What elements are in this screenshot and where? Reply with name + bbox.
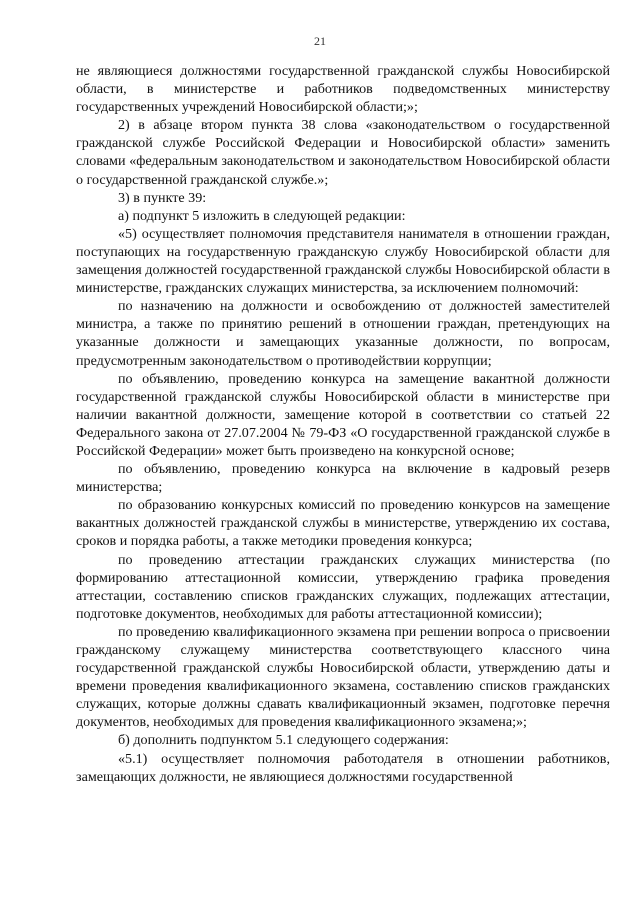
document-body: [76, 62, 610, 786]
page-number: 21: [314, 34, 326, 48]
paragraph-11: по проведению квалификационного экзамена при решении вопроса о присвоении гражданскому служащему министерства соответствующего классного чина государственной гражданской службы Новосибирской области, утверждению даты и времени проведения квалификационного экзамена, составлению списков гражданских служащих, которые должны сдавать квалификационный экзамен, подготовке перечня документов, необходимых для проведения квалификационного экзамена;»;: [76, 623, 610, 731]
paragraph-5: «5) осуществляет полномочия представителя нанимателя в отношении граждан, поступающих на государственную гражданскую службу Новосибирской области для замещения должностей государственной гражданской службы Новосибирской области в министерстве, гражданских служащих министерства, за исключением полномочий:: [76, 225, 610, 297]
paragraph-12: б) дополнить подпунктом 5.1 следующего содержания:: [118, 732, 449, 749]
paragraph-2: 2) в абзаце втором пункта 38 слова «законодательством о государственной гражданской службе Российской Федерации и Новосибирской области» заменить словами «федеральным законодательством и законодательством Новосибирской области о государственной гражданской службе.»;: [76, 117, 610, 188]
paragraph-9: по образованию конкурсных комиссий по проведению конкурсов на замещение вакантных должностей гражданской службы в министерстве, утверждению их состава, сроков и порядка работы, а также методики проведения конкурса;: [76, 497, 610, 550]
paragraph-8: по объявлению, проведению конкурса на включение в кадровый резерв министерства;: [76, 461, 610, 496]
paragraph-6: по назначению на должности и освобождению от должностей заместителей министра, а также по принятию решений в отношении граждан, претендующих на указанные должности и замещающих указанные должности, по вопросам, предусмотренным законодательством о противодействии коррупции;: [76, 298, 610, 369]
paragraph-3: 3) в пункте 39:: [118, 189, 207, 206]
paragraph-13: «5.1) осуществляет полномочия работодателя в отношении работников, замещающих должности, не являющиеся должностями государственной: [76, 750, 610, 785]
paragraph-4: а) подпункт 5 изложить в следующей редакции:: [118, 207, 406, 224]
paragraph-7: по объявлению, проведению конкурса на замещение вакантной должности государственной гражданской службы Новосибирской области в министерстве при наличии вакантной должности, замещение которой в соответствии со статьей 22 Федерального закона от 27.07.2004 № 79-ФЗ «О государственной гражданской службе в Российской Федерации» может быть произведено на конкурсной основе;: [76, 370, 610, 459]
paragraph-10: по проведению аттестации гражданских служащих министерства (по формированию аттестационной комиссии, утверждению графика проведения аттестации, составлению списков гражданских служащих, подлежащих аттестации, подготовке документов, необходимых для работы аттестационной комиссии);: [76, 551, 610, 622]
paragraph-1: не являющиеся должностями государственной гражданской службы Новосибирской области, в министерстве и работников подведомственных министерству государственных учреждений Новосибирской области;»;: [76, 63, 610, 116]
